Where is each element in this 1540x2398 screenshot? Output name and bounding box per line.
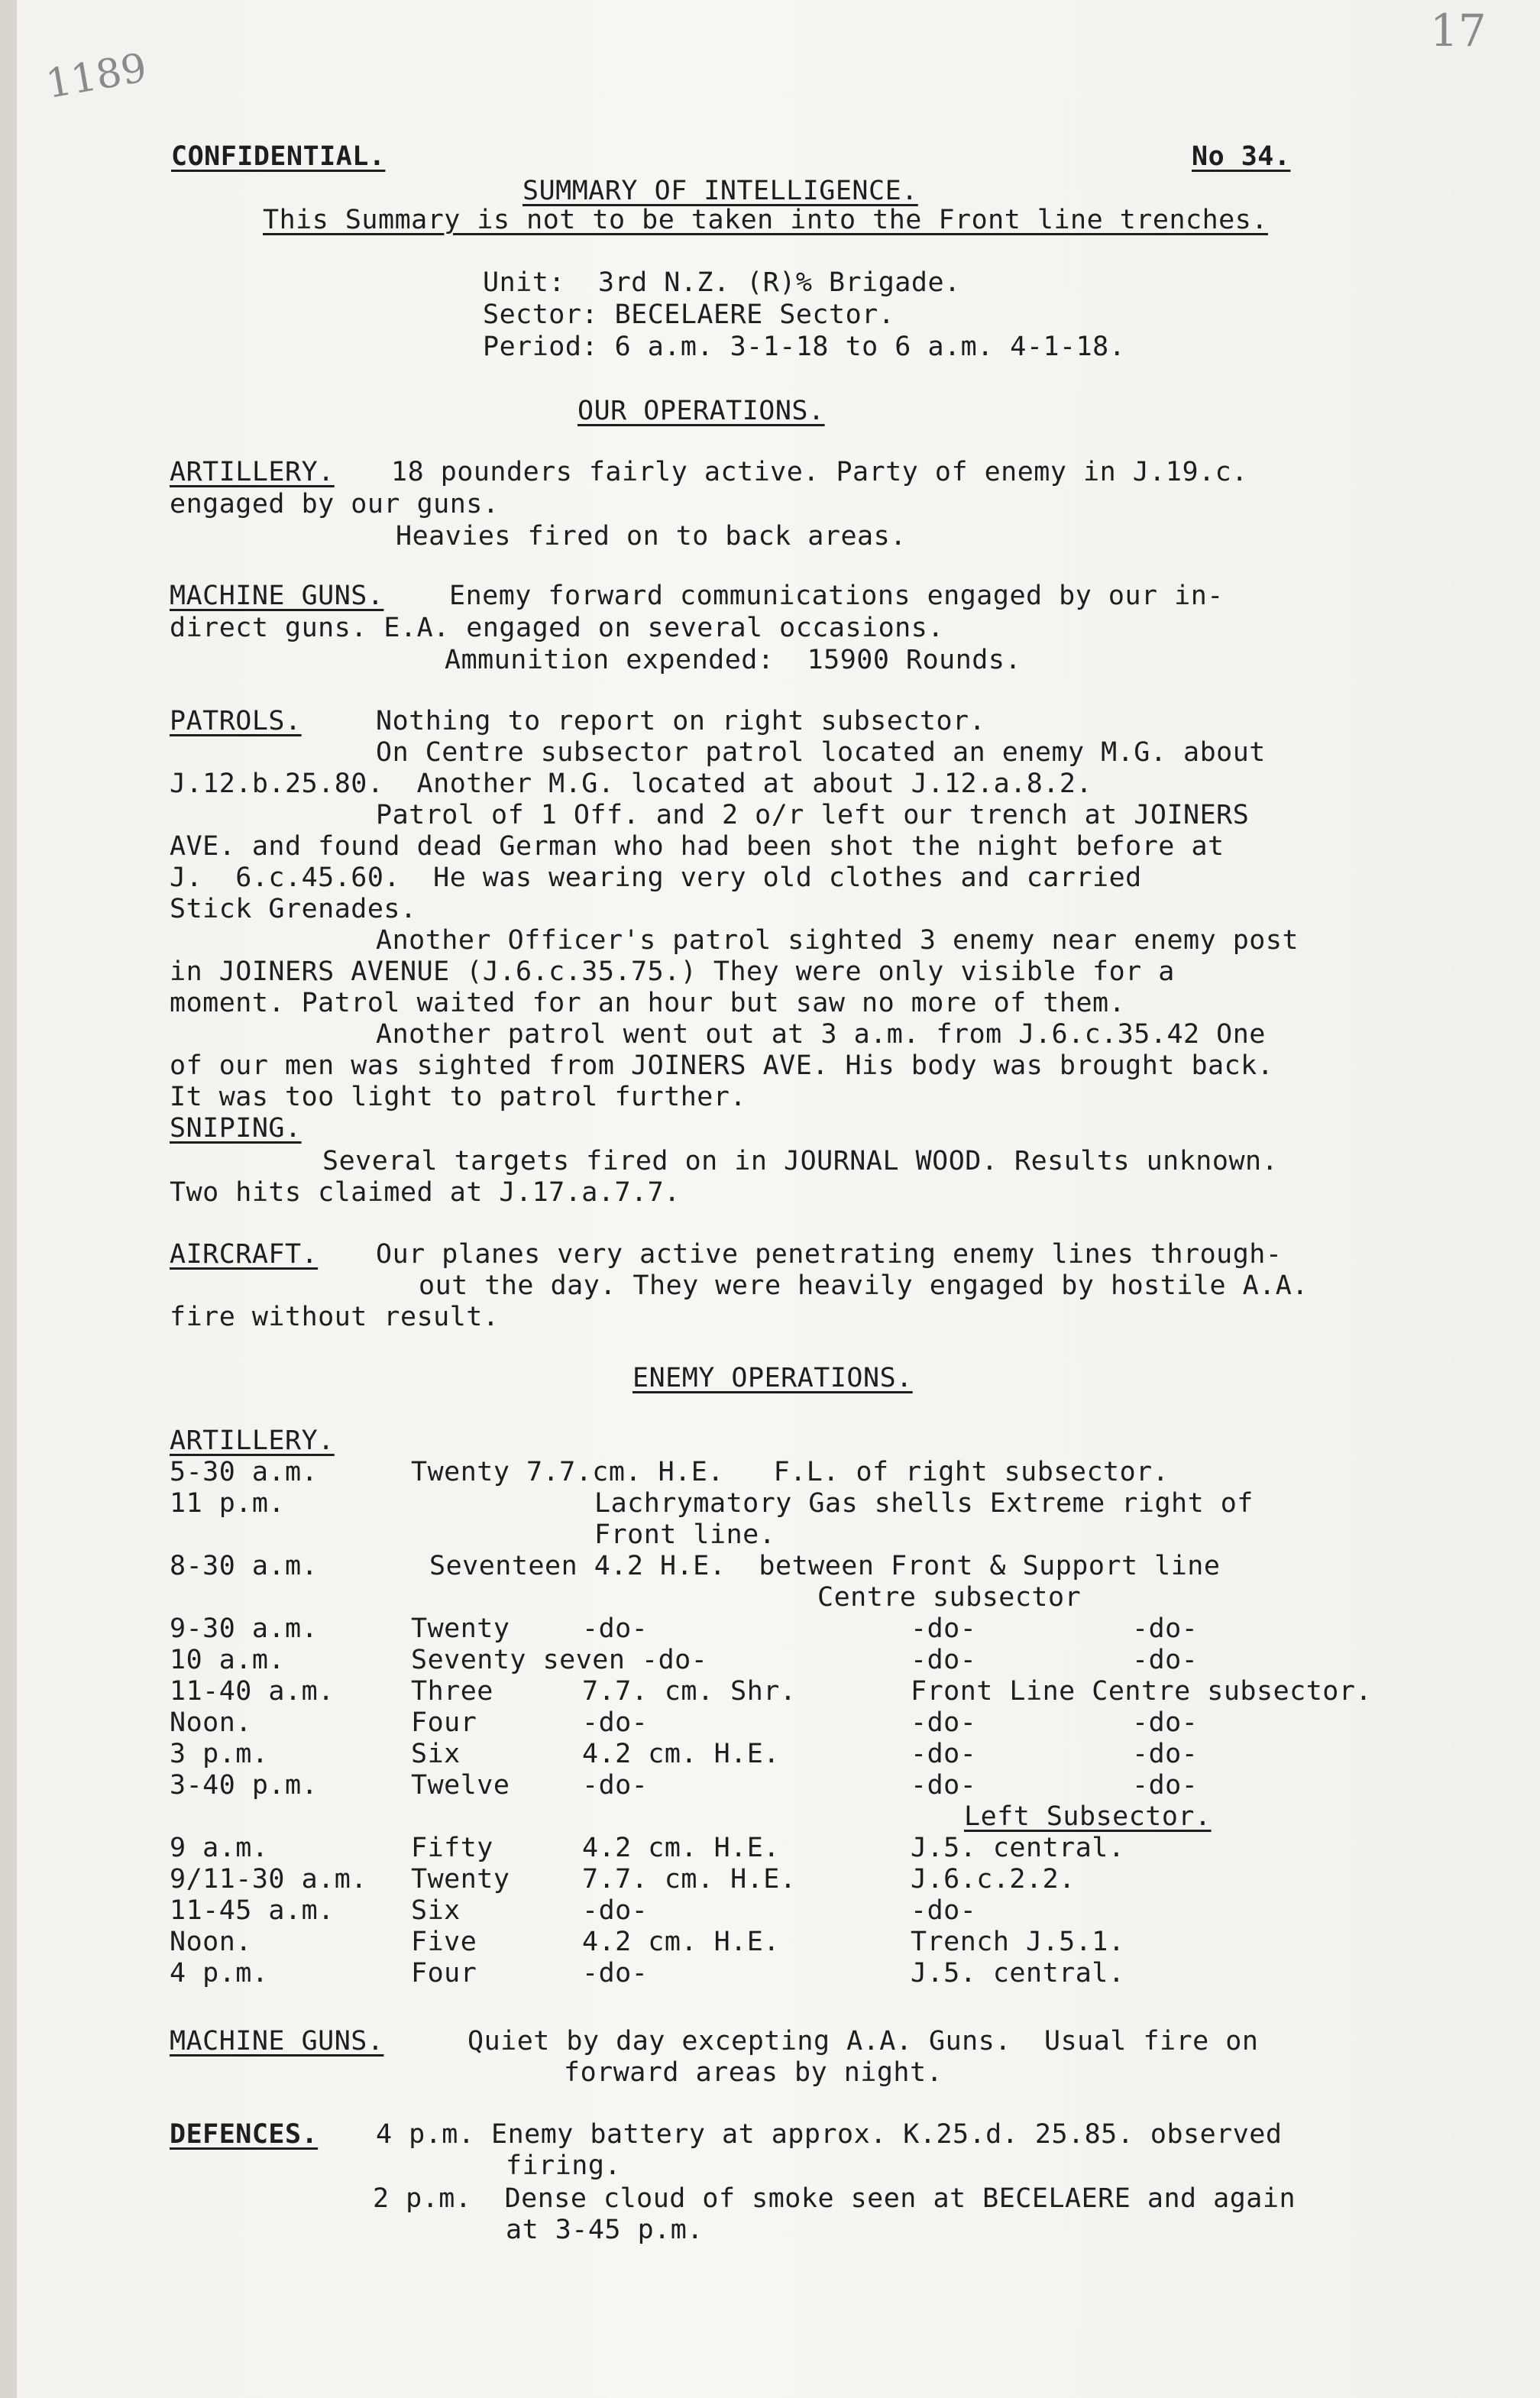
table-cell-c1: Six <box>411 1895 461 1926</box>
table-row <box>170 1958 1468 1989</box>
table-cell-c2: -do- <box>582 1613 649 1644</box>
machine-guns-text: Ammunition expended: 15900 Rounds. <box>445 645 1022 675</box>
document-number: No 34. <box>1192 141 1291 172</box>
patrols-text: J. 6.c.45.60. He was wearing very old clothes and carried <box>170 862 1142 893</box>
table-row <box>170 1833 1468 1864</box>
patrols-text: Another Officer's patrol sighted 3 enemy near enemy post <box>376 925 1299 956</box>
aircraft-text: fire without result. <box>170 1302 500 1332</box>
aircraft-label: AIRCRAFT. <box>170 1239 319 1270</box>
table-cell-time: 11-40 a.m. <box>170 1676 335 1707</box>
enemy-machine-guns-text: forward areas by night. <box>564 2057 943 2088</box>
machine-guns-label: MACHINE GUNS. <box>170 581 384 611</box>
enemy-machine-guns-text: Quiet by day excepting A.A. Guns. Usual fire on <box>467 2026 1259 2057</box>
table-cell-time: 9 a.m. <box>170 1833 269 1863</box>
defences-text: firing. <box>506 2150 622 2181</box>
table-cell-c2: 4.2 cm. H.E. <box>582 1739 780 1769</box>
defences-text: 4 p.m. Enemy battery at approx. K.25.d. 25.85. observed <box>376 2119 1283 2150</box>
table-row <box>170 1927 1468 1958</box>
table-row <box>170 1895 1468 1927</box>
table-cell-c2: -do- <box>582 1770 649 1801</box>
aircraft-text: out the day. They were heavily engaged by hostile A.A. <box>419 1270 1309 1301</box>
classification-label: CONFIDENTIAL. <box>171 141 386 172</box>
table-cell-text: Lachrymatory Gas shells Extreme right of <box>594 1488 1254 1519</box>
table-cell-c1: Twelve <box>411 1770 510 1801</box>
table-cell-text: Centre subsector <box>817 1582 1082 1613</box>
patrols-text: of our men was sighted from JOINERS AVE. His body was brought back. <box>170 1050 1274 1081</box>
table-row <box>170 1801 1468 1833</box>
table-row <box>170 1582 1468 1613</box>
table-cell-c3: J.5. central. <box>911 1833 1125 1863</box>
table-cell-c1: Seventy seven -do- <box>411 1645 708 1675</box>
sniping-text: Several targets fired on in JOURNAL WOOD. Results unknown. <box>322 1146 1279 1176</box>
patrols-label: PATROLS. <box>170 706 302 736</box>
table-cell-c4: -do- <box>1132 1613 1199 1644</box>
table-cell-time: 10 a.m. <box>170 1645 286 1675</box>
patrols-text: J.12.b.25.80. Another M.G. located at about J.12.a.8.2. <box>170 769 1093 799</box>
table-cell-c1: Twenty <box>411 1864 510 1895</box>
table-row <box>170 1770 1468 1801</box>
table-row <box>170 1707 1468 1739</box>
handwritten-page-number: 17 <box>1430 5 1487 57</box>
our-operations-heading: OUR OPERATIONS. <box>578 396 825 426</box>
machine-guns-text: direct guns. E.A. engaged on several occasions. <box>170 613 944 643</box>
table-cell-c2: -do- <box>582 1958 649 1989</box>
table-row <box>170 1457 1468 1488</box>
document-page <box>17 0 1540 2398</box>
table-cell-time: 11 p.m. <box>170 1488 286 1519</box>
table-cell-c1: Four <box>411 1707 477 1738</box>
aircraft-text: Our planes very active penetrating enemy lines through- <box>376 1239 1283 1270</box>
table-cell-c3: -do- <box>911 1613 977 1644</box>
table-cell-c2: -do- <box>582 1707 649 1738</box>
patrols-text: moment. Patrol waited for an hour but saw no more of them. <box>170 988 1126 1018</box>
enemy-operations-heading: ENEMY OPERATIONS. <box>632 1363 913 1393</box>
table-cell-c1: Four <box>411 1958 477 1989</box>
table-row <box>170 1519 1468 1551</box>
table-cell-c3: Trench J.5.1. <box>911 1927 1125 1957</box>
table-cell-c2: 4.2 cm. H.E. <box>582 1833 780 1863</box>
table-cell-c4: -do- <box>1132 1770 1199 1801</box>
table-cell-time: 9-30 a.m. <box>170 1613 319 1644</box>
table-cell-time: 9/11-30 a.m. <box>170 1864 367 1895</box>
table-cell-c3: -do- <box>911 1645 977 1675</box>
table-row <box>170 1739 1468 1770</box>
machine-guns-text: Enemy forward communications engaged by our in- <box>449 581 1224 611</box>
table-cell-c1: Three <box>411 1676 493 1707</box>
table-row <box>170 1613 1468 1645</box>
enemy-artillery-table <box>170 1457 1468 1992</box>
table-cell-c2: 7.7. cm. H.E. <box>582 1864 797 1895</box>
patrols-text: It was too light to patrol further. <box>170 1082 747 1112</box>
table-cell-text: Front line. <box>594 1519 776 1550</box>
table-cell-time: 5-30 a.m. <box>170 1457 319 1487</box>
defences-label: DEFENCES. <box>170 2119 319 2150</box>
patrols-text: AVE. and found dead German who had been shot the night before at <box>170 831 1225 862</box>
table-cell-c3: -do- <box>911 1895 977 1926</box>
table-cell-c3: J.6.c.2.2. <box>911 1864 1076 1895</box>
artillery-text: Heavies fired on to back areas. <box>396 521 907 552</box>
table-cell-c3: -do- <box>911 1739 977 1769</box>
table-cell-c3: -do- <box>911 1770 977 1801</box>
enemy-artillery-label: ARTILLERY. <box>170 1426 335 1456</box>
table-cell-c2: 4.2 cm. H.E. <box>582 1927 780 1957</box>
patrols-text: Another patrol went out at 3 a.m. from J.6.c.35.42 One <box>376 1019 1266 1050</box>
sector-line: Sector: BECELAERE Sector. <box>483 299 895 330</box>
table-cell-c2: -do- <box>582 1895 649 1926</box>
defences-text: 2 p.m. Dense cloud of smoke seen at BECELAERE and again <box>373 2183 1296 2214</box>
document-title: SUMMARY OF INTELLIGENCE. <box>522 176 918 206</box>
patrols-text: Patrol of 1 Off. and 2 o/r left our trench at JOINERS <box>376 800 1250 830</box>
table-row <box>170 1488 1468 1519</box>
table-cell-time: 11-45 a.m. <box>170 1895 335 1926</box>
table-row <box>170 1645 1468 1676</box>
table-row <box>170 1864 1468 1895</box>
table-cell-c3: Left Subsector. <box>964 1801 1212 1832</box>
table-cell-time: 3-40 p.m. <box>170 1770 319 1801</box>
artillery-text: 18 pounders fairly active. Party of enemy in J.19.c. <box>391 457 1248 487</box>
table-cell-c4: -do- <box>1132 1707 1199 1738</box>
table-cell-time: 3 p.m. <box>170 1739 269 1769</box>
table-cell-text: Seventeen 4.2 H.E. between Front & Support line <box>429 1551 1221 1581</box>
table-cell-time: 8-30 a.m. <box>170 1551 319 1581</box>
table-cell-time: 4 p.m. <box>170 1958 269 1989</box>
table-cell-time: Noon. <box>170 1707 252 1738</box>
period-line: Period: 6 a.m. 3-1-18 to 6 a.m. 4-1-18. <box>483 332 1126 362</box>
table-cell-c1: Fifty <box>411 1833 493 1863</box>
sniping-label: SNIPING. <box>170 1113 302 1144</box>
table-row <box>170 1676 1468 1707</box>
table-cell-c2: 7.7. cm. Shr. <box>582 1676 797 1707</box>
defences-text: at 3-45 p.m. <box>506 2215 704 2245</box>
table-cell-text: Twenty 7.7.cm. H.E. F.L. of right subsector. <box>411 1457 1170 1487</box>
unit-line: Unit: 3rd N.Z. (R)% Brigade. <box>483 267 961 298</box>
table-cell-c1: Twenty <box>411 1613 510 1644</box>
artillery-text: engaged by our guns. <box>170 489 500 519</box>
artillery-label: ARTILLERY. <box>170 457 335 487</box>
patrols-text: in JOINERS AVENUE (J.6.c.35.75.) They were only visible for a <box>170 956 1175 987</box>
table-cell-c1: Six <box>411 1739 461 1769</box>
distribution-notice: This Summary is not to be taken into the Front line trenches. <box>263 205 1268 235</box>
sniping-text: Two hits claimed at J.17.a.7.7. <box>170 1177 681 1208</box>
table-cell-c3: J.5. central. <box>911 1958 1125 1989</box>
handwritten-ref-number: 1189 <box>42 44 150 108</box>
table-cell-c3: Front Line Centre subsector. <box>911 1676 1373 1707</box>
table-cell-c4: -do- <box>1132 1739 1199 1769</box>
patrols-text: Stick Grenades. <box>170 894 417 924</box>
table-cell-c3: -do- <box>911 1707 977 1738</box>
table-cell-c4: -do- <box>1132 1645 1199 1675</box>
table-cell-time: Noon. <box>170 1927 252 1957</box>
table-row <box>170 1551 1468 1582</box>
enemy-machine-guns-label: MACHINE GUNS. <box>170 2026 384 2057</box>
table-cell-c1: Five <box>411 1927 477 1957</box>
patrols-text: On Centre subsector patrol located an enemy M.G. about <box>376 737 1266 768</box>
patrols-text: Nothing to report on right subsector. <box>376 706 986 736</box>
